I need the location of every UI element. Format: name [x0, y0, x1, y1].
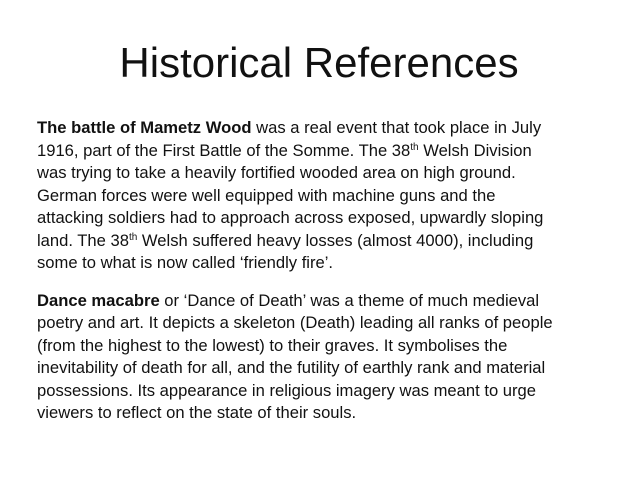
- slide-body: [37, 117, 607, 425]
- line-text: 1916, part of the First Battle of the Somme. The 38: [37, 140, 411, 160]
- line-text-after: Welsh Division: [418, 140, 532, 160]
- line-text-after: Welsh suffered heavy losses (almost 4000), including: [137, 230, 534, 250]
- text-line: viewers to reflect on the state of their souls.: [37, 403, 357, 422]
- superscript: th: [128, 231, 138, 243]
- text-line: some to what is now called ‘friendly fire’.: [37, 253, 334, 272]
- text-line: attacking soldiers had to approach across exposed, upwardly sloping: [37, 208, 544, 227]
- text-line: was trying to take a heavily fortified wooded area on high ground.: [37, 163, 516, 182]
- text-line: [37, 290, 607, 313]
- text-line: possessions. Its appearance in religious imagery was meant to urge: [37, 380, 536, 400]
- text-line: [37, 140, 607, 163]
- superscript: th: [410, 141, 419, 153]
- line-text: or ‘Dance of Death’ was a theme of much medieval: [159, 290, 540, 310]
- text-line: (from the highest to the lowest) to their graves. It symbolises the: [37, 335, 508, 355]
- text-line: [37, 230, 607, 253]
- bold-term: The battle of Mametz Wood: [37, 118, 252, 137]
- text-line: German forces were well equipped with machine guns and the: [37, 185, 496, 205]
- text-line: inevitability of death for all, and the futility of earthly rank and material: [37, 358, 546, 377]
- paragraph-dance-macabre: [37, 290, 607, 425]
- bold-term: Dance macabre: [37, 290, 160, 310]
- text-line: [37, 117, 607, 140]
- slide-title: Historical References: [119, 39, 519, 86]
- paragraph-mametz-wood: [37, 117, 607, 275]
- text-line: poetry and art. It depicts a skeleton (Death) leading all ranks of people: [37, 313, 553, 332]
- line-text: was a real event that took place in July: [251, 118, 542, 137]
- line-text: land. The 38: [37, 230, 129, 250]
